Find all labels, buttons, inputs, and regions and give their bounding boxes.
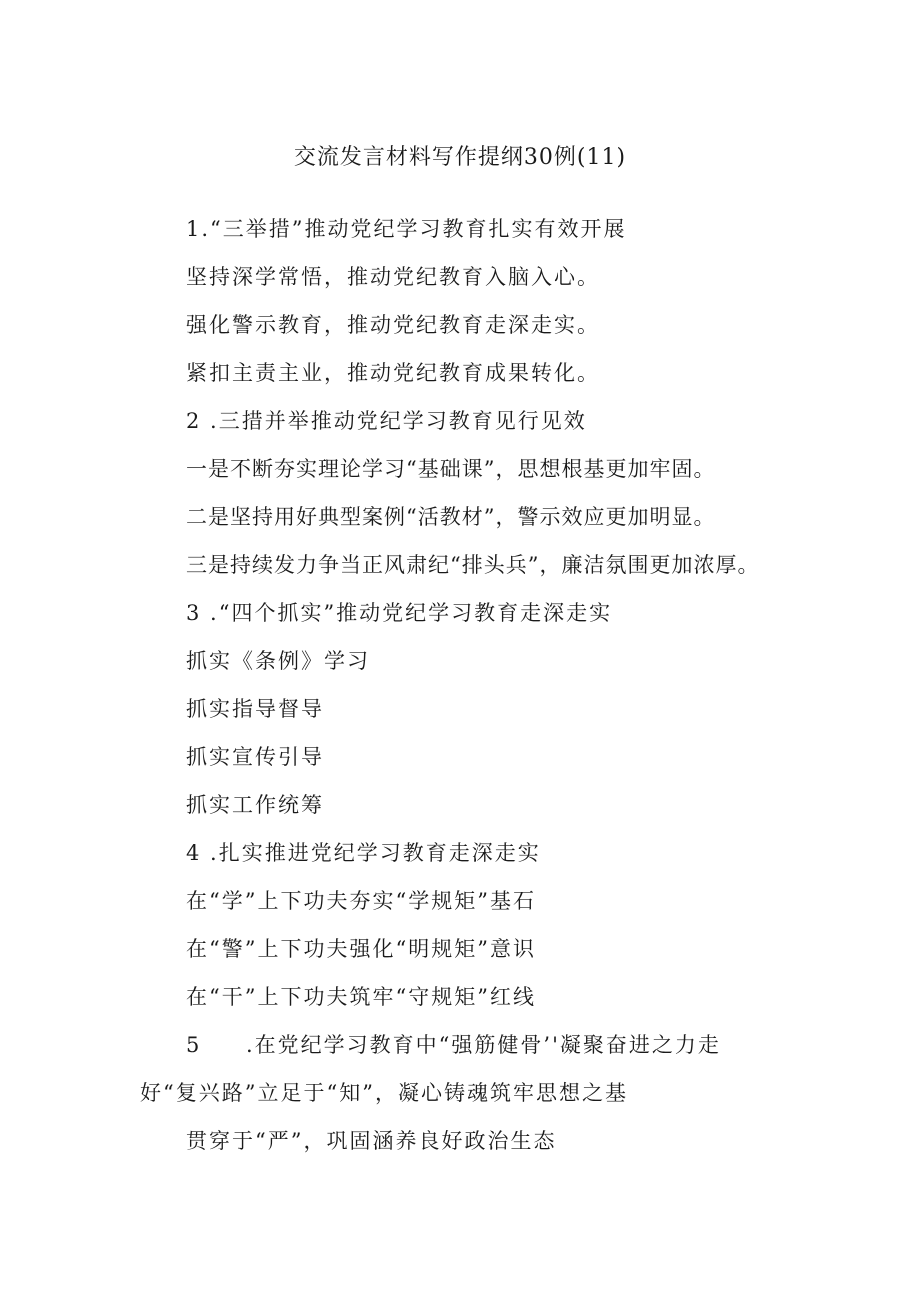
text-line: 在“干”上下功夫筑牢“守规矩”红线 (186, 985, 536, 1009)
text-line: 三是持续发力争当正风肃纪“排头兵”，廉洁氛围更加浓厚。 (186, 553, 760, 577)
text-line: 坚持深学常悟，推动党纪教育入脑入心。 (186, 265, 600, 289)
heading-item-5 (186, 1030, 721, 1060)
text-line: 抓实宣传引导 (186, 745, 324, 769)
heading-item-1: 1.“三举措”推动党纪学习教育扎实有效开展 (186, 217, 627, 241)
text-line: 在“学”上下功夫夯实“学规矩”基石 (186, 889, 536, 913)
text-line: 紧扣主责主业，推动党纪教育成果转化。 (186, 361, 600, 385)
text-line: 贯穿于“严”，巩固涵养良好政治生态 (186, 1129, 557, 1153)
item-5-number: 5 (186, 1033, 202, 1057)
text-line: 一是不断夯实理论学习“基础课”，思想根基更加牢固。 (186, 457, 716, 481)
text-line: 抓实指导督导 (186, 697, 324, 721)
heading-item-3: 3 .“四个抓实”推动党纪学习教育走深走实 (186, 601, 613, 625)
heading-item-2: 2 .三措并举推动党纪学习教育见行见效 (186, 409, 587, 433)
text-line: 在“警”上下功夫强化“明规矩”意识 (186, 937, 536, 961)
page-title: 交流发言材料写作提纲30例(11) (293, 145, 627, 170)
text-line: 强化警示教育，推动党纪教育走深走实。 (186, 313, 600, 337)
heading-item-4: 4 .扎实推进党纪学习教育走深走实 (186, 841, 541, 865)
text-line: 抓实《条例》学习 (186, 649, 370, 673)
text-line: 二是坚持用好典型案例“活教材”，警示效应更加明显。 (186, 505, 716, 529)
text-line-continued: 好“复兴路”立足于“知”，凝心铸魂筑牢思想之基 (140, 1081, 628, 1105)
text-line: 抓实工作统筹 (186, 793, 324, 817)
item-5-text: .在党纪学习教育中“强筋健骨’'凝聚奋进之力走 (246, 1033, 721, 1057)
